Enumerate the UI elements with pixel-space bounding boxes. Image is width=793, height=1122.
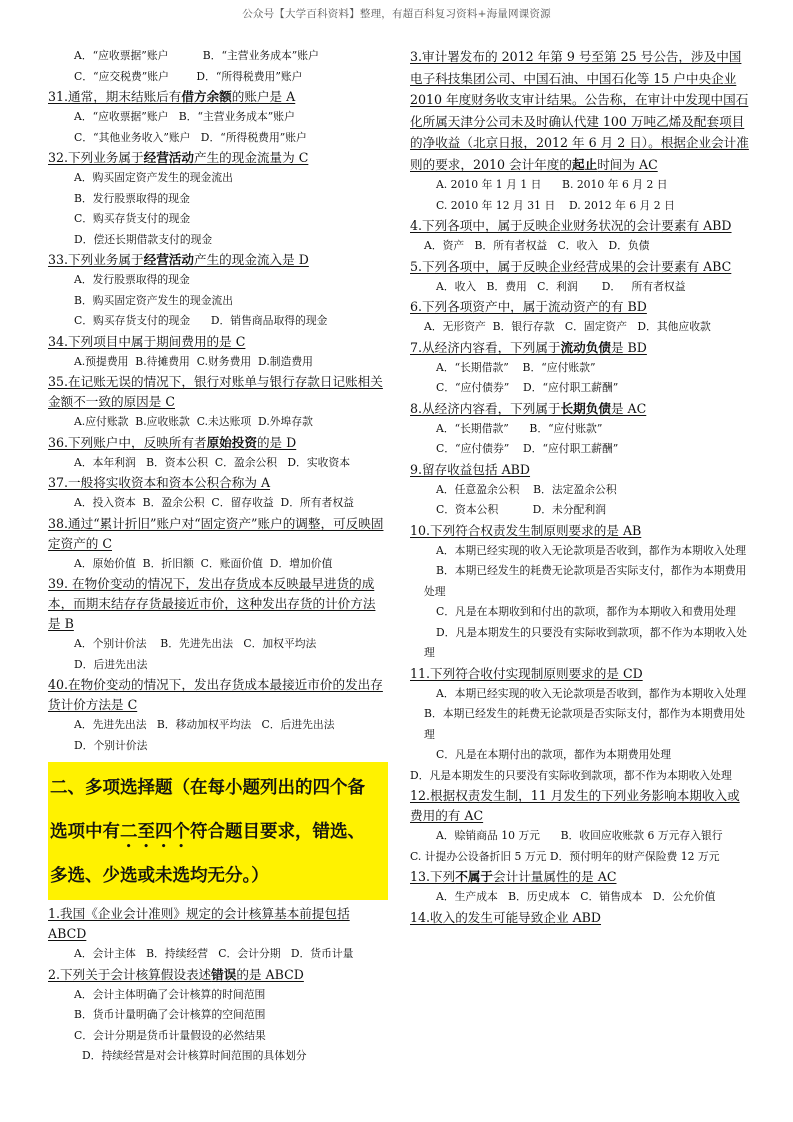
q38-options: A．原始价值 B．折旧额 C．账面价值 D．增加价值 [74, 556, 333, 570]
left-column [48, 46, 388, 1067]
m8-options-row1: A．“长期借款” B．“应付账款” [436, 421, 603, 435]
question-37: 37.一般将实收资本和资本公积合称为 A [48, 475, 271, 490]
m13-options: A．生产成本 B．历史成本 C．销售成本 D．公允价值 [436, 890, 716, 903]
m7-options-row2: C．“应付债券” D．“应付职工薪酬” [436, 381, 619, 394]
m11-option-c: C．凡是在本期付出的款项，都作为本期费用处理 [436, 748, 671, 761]
multi-question-13: 13.下列不属于会计计量属性的是 AC [410, 869, 617, 884]
question-38: 38.通过“累计折旧”账户对“固定资产”账户的调整，可反映固定资产的 C [48, 515, 384, 551]
multi-question-10: 10.下列符合权责发生制原则要求的是 AB [410, 522, 642, 538]
multi-question-2: 2.下列关于会计核算假设表述错误的是 ABCD [48, 966, 304, 982]
m9-options-row1: A．任意盈余公积 B．法定盈余公积 [436, 482, 617, 496]
q37-options: A．投入资本 B．盈余公积 C．留存收益 D．所有者权益 [74, 496, 354, 509]
m3-options-row1: A. 2010 年 1 月 1 日 B. 2010 年 6 月 2 日 [436, 178, 668, 191]
m10-option-a: A．本期已经实现的收入无论款项是否收到，都作为本期收入处理 [436, 543, 747, 557]
page-header: 公众号【大学百科资料】整理，有超百科复习资料+海量网课资源 [242, 8, 551, 20]
question-33: 33.下列业务属于经营活动产生的现金流入是 D [48, 252, 309, 267]
q30-options-row2: C．“应交税费”账户 D．“所得税费用”账户 [74, 69, 303, 83]
m5-options: A．收入 B．费用 C．利润 D． 所有者权益 [436, 279, 686, 293]
m7-options-row1: A．“长期借款” B．“应付账款” [436, 360, 596, 374]
question-39: 39. 在物价变动的情况下，发出存货成本反映最早进货的成本，而期末结存存货最接近市价，这种发出存货的计价方法是 B [48, 576, 376, 631]
m8-options-row2: C．“应付债券” D．“应付职工薪酬” [436, 442, 619, 455]
m6-options: A．无形资产 B．银行存款 C．固定资产 D．其他应收款 [424, 320, 711, 333]
q32-option-d: D．偿还长期借款支付的现金 [74, 232, 213, 246]
m11-option-d: D．凡是本期发生的只要没有实际收到款项，都不作为本期收入处理 [410, 768, 732, 782]
q30-options-row1: A．“应收票据”账户 B．“主营业务成本”账户 [74, 49, 319, 62]
multi-question-1: 1.我国《企业会计准则》规定的会计核算基本前提包括 ABCD [48, 906, 350, 941]
right-column [410, 46, 750, 928]
q35-options: A.应付账款 B.应收账款 C.未达账项 D.外埠存款 [74, 415, 313, 428]
question-35: 35.在记账无误的情况下，银行对账单与银行存款日记账相关金额不一致的原因是 C [48, 374, 383, 409]
q34-options: A.预提费用 B.待摊费用 C.财务费用 D.制造费用 [74, 354, 313, 368]
multi-question-11: 11.下列符合收付实现制原则要求的是 CD [410, 665, 643, 681]
multi-question-7: 7.从经济内容看，下列属于流动负债是 BD [410, 339, 647, 355]
question-31: 31.通常，期末结账后有借方余额的账户是 A [48, 89, 296, 104]
m2-option-a: A．会计主体明确了会计核算的时间范围 [74, 987, 266, 1001]
question-40: 40.在物价变动的情况下，发出存货成本最接近市价的发出存货计价方法是 C [48, 677, 383, 712]
multi-question-8: 8.从经济内容看，下列属于长期负债是 AC [410, 400, 647, 416]
question-36: 36.下列账户中，反映所有者原始投资的是 D [48, 434, 297, 450]
multi-question-3: 3.审计署发布的 2012 年第 9 号至第 25 号公告，涉及中国电子科技集团公司、中国石油、中国石化等 15 户中央企业 2010 年度财务收支审计结果。公告称，在审计中发现中国石化所属天津分公司未及时确认代建 100 万吨乙烯及配套项目的净收益（北京日报，2012 年 6 月 2 日）。根据企业会计准则的要求，2010 会计年度的起止时间为 AC [410, 49, 749, 172]
q31-options-row2: C．“其他业务收入”账户 D．“所得税费用”账户 [74, 130, 307, 144]
question-32: 32.下列业务属于经营活动产生的现金流量为 C [48, 150, 309, 165]
q36-options: A．本年利润 B．资本公积 C．盈余公积 D．实收资本 [74, 455, 351, 469]
q33-options-cd: C．购买存货支付的现金 D．销售商品取得的现金 [74, 314, 328, 327]
section-heading-multiple-choice: 二、多项选择题（在每小题列出的四个备 选项中有二至四个符合题目要求，错选、 多选、少选或未选均无分。） [48, 762, 388, 900]
q32-option-c: C．购买存货支付的现金 [74, 212, 191, 225]
question-34: 34.下列项目中属于期间费用的是 C [48, 333, 246, 349]
q40-options-row2: D．个别计价法 [74, 738, 148, 752]
q33-option-a: A．发行股票取得的现金 [74, 273, 190, 286]
m2-option-c: C．会计分期是货币计量假设的必然结果 [74, 1028, 266, 1042]
m2-option-b: B．货币计量明确了会计核算的空间范围 [74, 1008, 266, 1021]
q40-options-row1: A．先进先出法 B．移动加权平均法 C．后进先出法 [74, 718, 335, 731]
m10-option-b: B．本期已经发生的耗费无论款项是否实际支付，都作为本期费用处理 [424, 564, 747, 598]
m9-options-row2: C．资本公积 D．未分配利润 [436, 503, 607, 516]
multi-question-12: 12.根据权责发生制，11 月发生的下列业务影响本期收入或费用的有 AC [410, 788, 740, 823]
m10-option-c: C．凡是在本期收到和付出的款项，都作为本期收入和费用处理 [436, 605, 736, 618]
m10-option-d: D．凡是本期发生的只要没有实际收到款项，都不作为本期收入处理 [424, 625, 747, 659]
multi-question-6: 6.下列各项资产中，属于流动资产的有 BD [410, 299, 647, 314]
m12-options-row2: C. 计提办公设备折旧 5 万元 D．预付明年的财产保险费 12 万元 [410, 849, 720, 863]
q32-option-b: B．发行股票取得的现金 [74, 191, 190, 205]
q39-options-row1: A．个别计价法 B．先进先出法 C．加权平均法 [74, 637, 317, 650]
q39-options-row2: D．后进先出法 [74, 657, 148, 671]
multi-question-14: 14.收入的发生可能导致企业 ABD [410, 909, 602, 925]
m12-options-row1: A．赊销商品 10 万元 B．收回应收账款 6 万元存入银行 [436, 829, 723, 842]
m11-options-ab: A．本期已经实现的收入无论款项是否收到，都作为本期收入处理 B．本期已经发生的耗费无论款项是否实际支付，都作为本期费用处理 [424, 686, 747, 741]
m4-options: A．资产 B．所有者权益 C．收入 D．负债 [424, 239, 650, 252]
m1-options: A．会计主体 B．持续经营 C．会计分期 D．货币计量 [74, 947, 354, 960]
m2-option-d: D．持续经营是对会计核算时间范围的具体划分 [82, 1049, 307, 1062]
m3-options-row2: C. 2010 年 12 月 31 日 D. 2012 年 6 月 2 日 [436, 198, 675, 212]
q32-option-a: A．购买固定资产发生的现金流出 [74, 171, 233, 184]
q31-options-row1: A．“应收票据”账户 B．“主营业务成本”账户 [74, 110, 295, 123]
multi-question-9: 9.留存收益包括 ABD [410, 461, 531, 477]
q33-option-b: B．购买固定资产发生的现金流出 [74, 293, 234, 307]
multi-question-4: 4.下列各项中，属于反映企业财务状况的会计要素有 ABD [410, 218, 732, 233]
multi-question-5: 5.下列各项中，属于反映企业经营成果的会计要素有 ABC [410, 258, 732, 274]
